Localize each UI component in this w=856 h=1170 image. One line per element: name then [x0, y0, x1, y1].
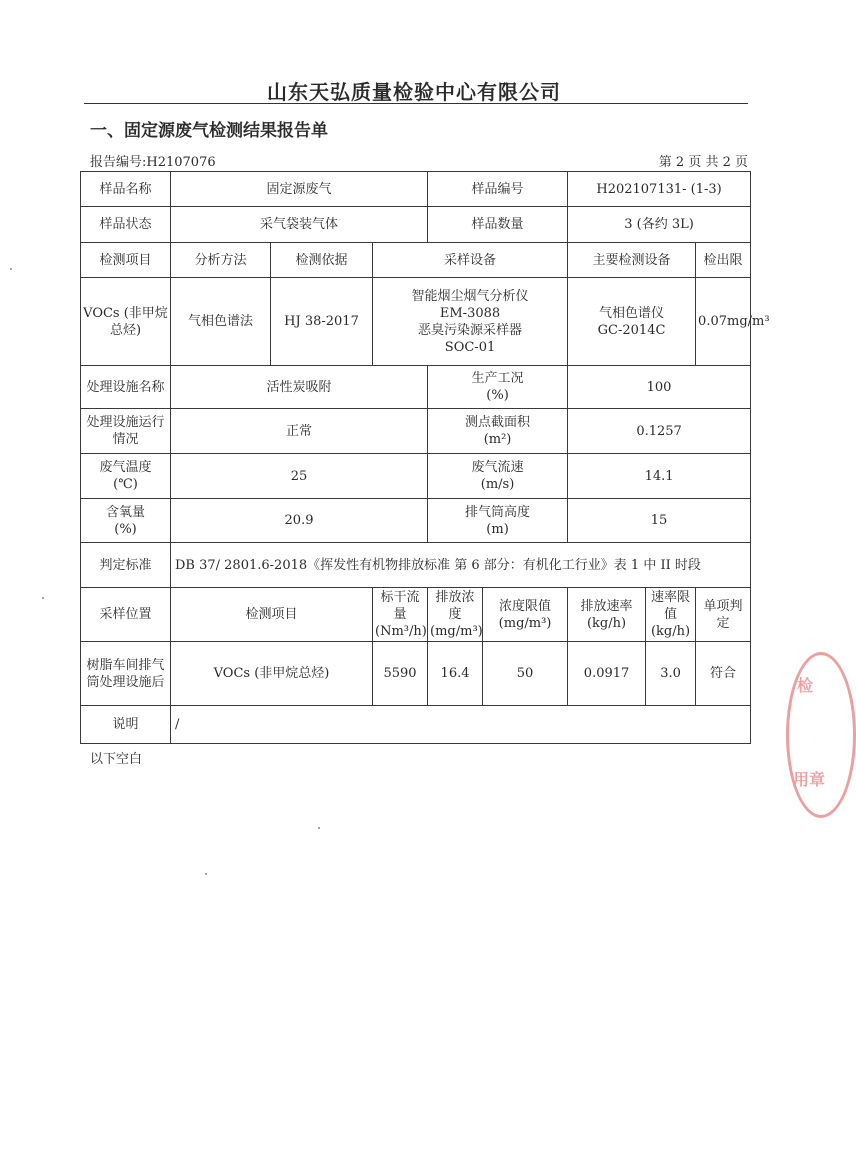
results-header-rate-limit: [646, 588, 696, 642]
temp-label: [81, 454, 171, 499]
stack-label-text: 排气筒高度: [465, 504, 531, 520]
main-device-line-1: 气相色谱仪: [599, 305, 665, 321]
results-header-row: [81, 588, 751, 642]
condition-row-1: [81, 366, 751, 409]
oxygen-label-text: 含氧量: [105, 504, 145, 520]
results-rate: 0.0917: [568, 642, 646, 706]
header-detection-limit: 检出限: [696, 243, 751, 278]
temp-label-text: 废气温度: [99, 460, 152, 475]
results-header-flow-text: 标干流量: [380, 590, 420, 622]
method-row: [81, 278, 751, 366]
sampling-device-line-2: EM-3088: [439, 305, 501, 321]
production-label: [428, 366, 568, 409]
results-header-rate-limit-text: 速率限值: [651, 590, 691, 622]
condition-row-2: [81, 409, 751, 454]
results-header-conc-limit-unit: (mg/m³): [498, 615, 552, 631]
standard-text: DB 37/ 2801.6-2018《挥发性有机物排放标准 第 6 部分：有机化工行业》表 1 中 II 时段: [171, 543, 751, 588]
results-item: VOCs (非甲烷总烃): [171, 642, 373, 706]
oxygen-value: 20.9: [171, 499, 428, 543]
results-header-rate-unit: (kg/h): [586, 615, 627, 631]
sample-state-label: 样品状态: [81, 207, 171, 243]
standard-label: 判定标准: [81, 543, 171, 588]
area-label: [428, 409, 568, 454]
main-device-line-2: GC-2014C: [597, 322, 666, 338]
report-table: [80, 171, 770, 744]
results-header-rate-text: 排放速率: [580, 598, 633, 614]
results-header-conc-unit: (mg/m³): [430, 624, 483, 639]
seal-fragment-1: 检: [797, 676, 814, 695]
sample-no: H202107131- (1-3): [568, 172, 751, 207]
facility-name: 活性炭吸附: [171, 366, 428, 409]
scan-speck: [42, 597, 44, 599]
results-header-flow: [373, 588, 428, 642]
method-main-device: [568, 278, 696, 366]
results-location: 树脂车间排气筒处理设施后: [81, 642, 171, 706]
section-title: 一、固定源废气检测结果报告单: [90, 121, 328, 141]
sampling-device-line-3: 恶臭污染源采样器: [418, 322, 523, 338]
velocity-unit: (m/s): [480, 477, 515, 492]
velocity-value: 14.1: [568, 454, 751, 499]
header-method: 分析方法: [171, 243, 271, 278]
temp-unit: (℃): [113, 477, 138, 492]
results-flow: 5590: [373, 642, 428, 706]
method-sampling-device: [373, 278, 568, 366]
header-rule: [84, 103, 748, 104]
header-main-device: 主要检测设备: [568, 243, 696, 278]
results-header-flow-unit: (Nm³/h): [375, 624, 427, 639]
results-header-verdict: 单项判定: [696, 588, 751, 642]
results-header-rate-limit-unit: (kg/h): [650, 624, 691, 639]
results-verdict: 符合: [696, 642, 751, 706]
report-number-label: 报告编号:: [90, 155, 147, 170]
results-header-conc-limit: [483, 588, 568, 642]
scan-speck: [318, 827, 320, 829]
results-header-rate: [568, 588, 646, 642]
sample-qty-label: 样品数量: [428, 207, 568, 243]
standard-row: [81, 543, 751, 588]
seal-fragment-2: 用章: [793, 770, 826, 789]
header-item: 检测项目: [81, 243, 171, 278]
results-row: [81, 642, 751, 706]
facility-status: 正常: [171, 409, 428, 454]
sample-qty: 3 (各约 3L): [568, 207, 751, 243]
scan-speck: [205, 873, 207, 875]
results-rate-limit: 3.0: [646, 642, 696, 706]
blank-note: 以下空白: [90, 752, 143, 767]
sample-row-2: [81, 207, 751, 243]
sampling-device-line-4: SOC-01: [444, 339, 496, 355]
stack-label: [428, 499, 568, 543]
remark-label: 说明: [81, 706, 171, 744]
header-basis: 检测依据: [271, 243, 373, 278]
area-value: 0.1257: [568, 409, 751, 454]
remark-text: /: [171, 706, 751, 744]
official-seal: [786, 652, 856, 818]
velocity-label-text: 废气流速: [471, 460, 524, 475]
results-header-item: 检测项目: [171, 588, 373, 642]
results-header-conc-text: 排放浓度: [435, 590, 475, 622]
company-name: 山东天弘质量检验中心有限公司: [267, 80, 561, 104]
results-header-conc-limit-text: 浓度限值: [499, 598, 552, 614]
area-label-text: 测点截面积: [465, 415, 531, 430]
sample-state: 采气袋装气体: [171, 207, 428, 243]
sampling-device-line-1: 智能烟尘烟气分析仪: [411, 288, 529, 304]
sample-no-label: 样品编号: [428, 172, 568, 207]
condition-row-4: [81, 499, 751, 543]
production-value: 100: [568, 366, 751, 409]
facility-status-label: 处理设施运行情况: [81, 409, 171, 454]
area-unit: (m²): [483, 432, 512, 447]
oxygen-label: [81, 499, 171, 543]
sample-name-label: 样品名称: [81, 172, 171, 207]
production-unit: (%): [486, 388, 509, 403]
results-conc-limit: 50: [483, 642, 568, 706]
scan-speck: [10, 268, 12, 270]
oxygen-unit: (%): [114, 521, 137, 537]
facility-name-label: 处理设施名称: [81, 366, 171, 409]
stack-unit: (m): [486, 521, 509, 537]
temp-value: 25: [171, 454, 428, 499]
method-analysis: 气相色谱法: [171, 278, 271, 366]
method-basis: HJ 38-2017: [271, 278, 373, 366]
condition-row-3: [81, 454, 751, 499]
production-label-text: 生产工况: [471, 371, 524, 386]
results-header-location: 采样位置: [81, 588, 171, 642]
page-info: 第 2 页 共 2 页: [658, 155, 748, 170]
results-header-conc: [428, 588, 483, 642]
method-header-row: [81, 243, 751, 278]
remark-row: [81, 706, 751, 744]
stack-value: 15: [568, 499, 751, 543]
sample-name: 固定源废气: [171, 172, 428, 207]
method-item: VOCs (非甲烷总烃): [81, 278, 171, 366]
method-detection-limit: 0.07mg/m³: [696, 278, 751, 366]
results-conc: 16.4: [428, 642, 483, 706]
velocity-label: [428, 454, 568, 499]
report-number-value: H2107076: [146, 155, 216, 170]
header-sampling-device: 采样设备: [373, 243, 568, 278]
report-number: [90, 151, 216, 170]
sample-row-1: [81, 172, 751, 207]
